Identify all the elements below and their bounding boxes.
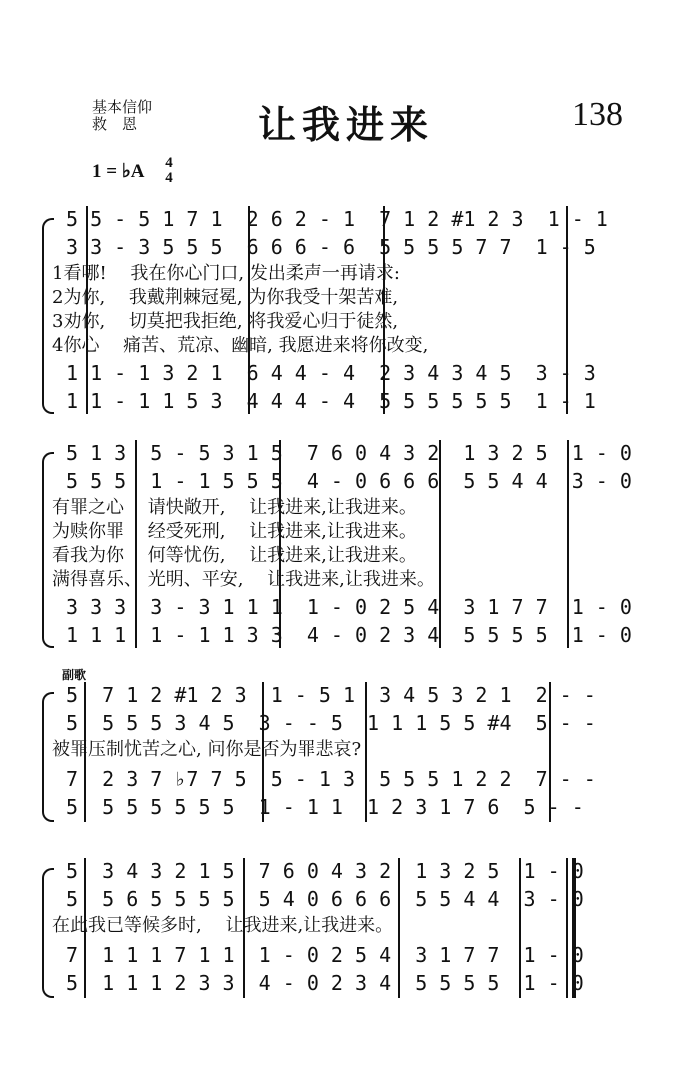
system-3-bass: 5 5 5 5 5 5 5 1 - 1 1 1 2 3 1 7 6 5 - - [66, 795, 584, 819]
system-1-alto: 3 3 - 3 5 5 5 6 6 6 - 6 5 5 5 5 7 7 1 - 5 [66, 235, 596, 259]
system-4-bass: 5 1 1 1 2 3 3 4 - 0 2 3 4 5 5 5 5 1 - 0 [66, 971, 584, 995]
system-1-verse-4: 4你心 痛苦、荒凉、幽暗, 我愿进来将你改变, [52, 335, 429, 356]
system-2-soprano: 5 1 3 5 - 5 3 1 5 7 6 0 4 3 2 1 3 2 5 1 - 0 [66, 441, 632, 465]
system-1-verse-1: 1看哪! 我在你心门口, 发出柔声一再请求: [52, 263, 400, 284]
system-3-verse: 被罪压制忧苦之心, 问你是否为罪悲哀? [52, 739, 362, 760]
hymn-title: 让我进来 [258, 103, 435, 147]
system-3-soprano: 5 7 1 2 #1 2 3 1 - 5 1 3 4 5 3 2 1 2 - - [66, 683, 596, 707]
system-2-alto: 5 5 5 1 - 1 5 5 5 4 - 0 6 6 6 5 5 4 4 3 - 0 [66, 469, 632, 493]
system-4-tenor: 7 1 1 1 7 1 1 1 - 0 2 5 4 3 1 7 7 1 - 0 [66, 943, 584, 967]
system-2-verse-1: 有罪之心 请快敞开, 让我进来,让我进来。 [52, 497, 417, 518]
time-signature-bottom: 4 [165, 170, 173, 186]
system-1-verse-3: 3劝你, 切莫把我拒绝, 将我爱心归于徒然, [52, 311, 399, 332]
system-2-verse-2: 为赎你罪 经受死刑, 让我进来,让我进来。 [52, 521, 417, 542]
refrain-label: 副歌 [62, 668, 87, 682]
system-4-verse: 在此我已等候多时, 让我进来,让我进来。 [52, 915, 394, 936]
system-2-verse-4: 满得喜乐、 光明、平安, 让我进来,让我进来。 [52, 569, 435, 590]
system-1-tenor: 1 1 - 1 3 2 1 6 4 4 - 4 2 3 4 3 4 5 3 - 3 [66, 361, 596, 385]
system-1-verse-2: 2为你, 我戴荆棘冠冕, 为你我受十架苦难, [52, 287, 399, 308]
key-signature: 1 = ♭A [92, 161, 145, 182]
system-3-tenor: 7 2 3 7 ♭7 7 5 5 - 1 3 5 5 5 1 2 2 7 - - [66, 767, 596, 791]
system-3-alto: 5 5 5 5 3 4 5 3 - - 5 1 1 1 5 5 #4 5 - - [66, 711, 596, 735]
hymn-number: 138 [572, 96, 623, 133]
system-4-alto: 5 5 6 5 5 5 5 5 4 0 6 6 6 5 5 4 4 3 - 0 [66, 887, 584, 911]
system-2-verse-3: 看我为你 何等忧伤, 让我进来,让我进来。 [52, 545, 417, 566]
category-line-2: 救 恩 [92, 115, 138, 133]
category-line-1: 基本信仰 [92, 98, 153, 116]
system-2-bass: 1 1 1 1 - 1 1 3 3 4 - 0 2 3 4 5 5 5 5 1 - 0 [66, 623, 632, 647]
time-signature-top: 4 [165, 155, 173, 171]
system-1-soprano: 5 5 - 5 1 7 1 2 6 2 - 1 7 1 2 #1 2 3 1 - 1 [66, 207, 608, 231]
system-1-bass: 1 1 - 1 1 5 3 4 4 4 - 4 5 5 5 5 5 5 1 - 1 [66, 389, 596, 413]
system-2-tenor: 3 3 3 3 - 3 1 1 1 1 - 0 2 5 4 3 1 7 7 1 - 0 [66, 595, 632, 619]
system-4-soprano: 5 3 4 3 2 1 5 7 6 0 4 3 2 1 3 2 5 1 - 0 [66, 859, 584, 883]
